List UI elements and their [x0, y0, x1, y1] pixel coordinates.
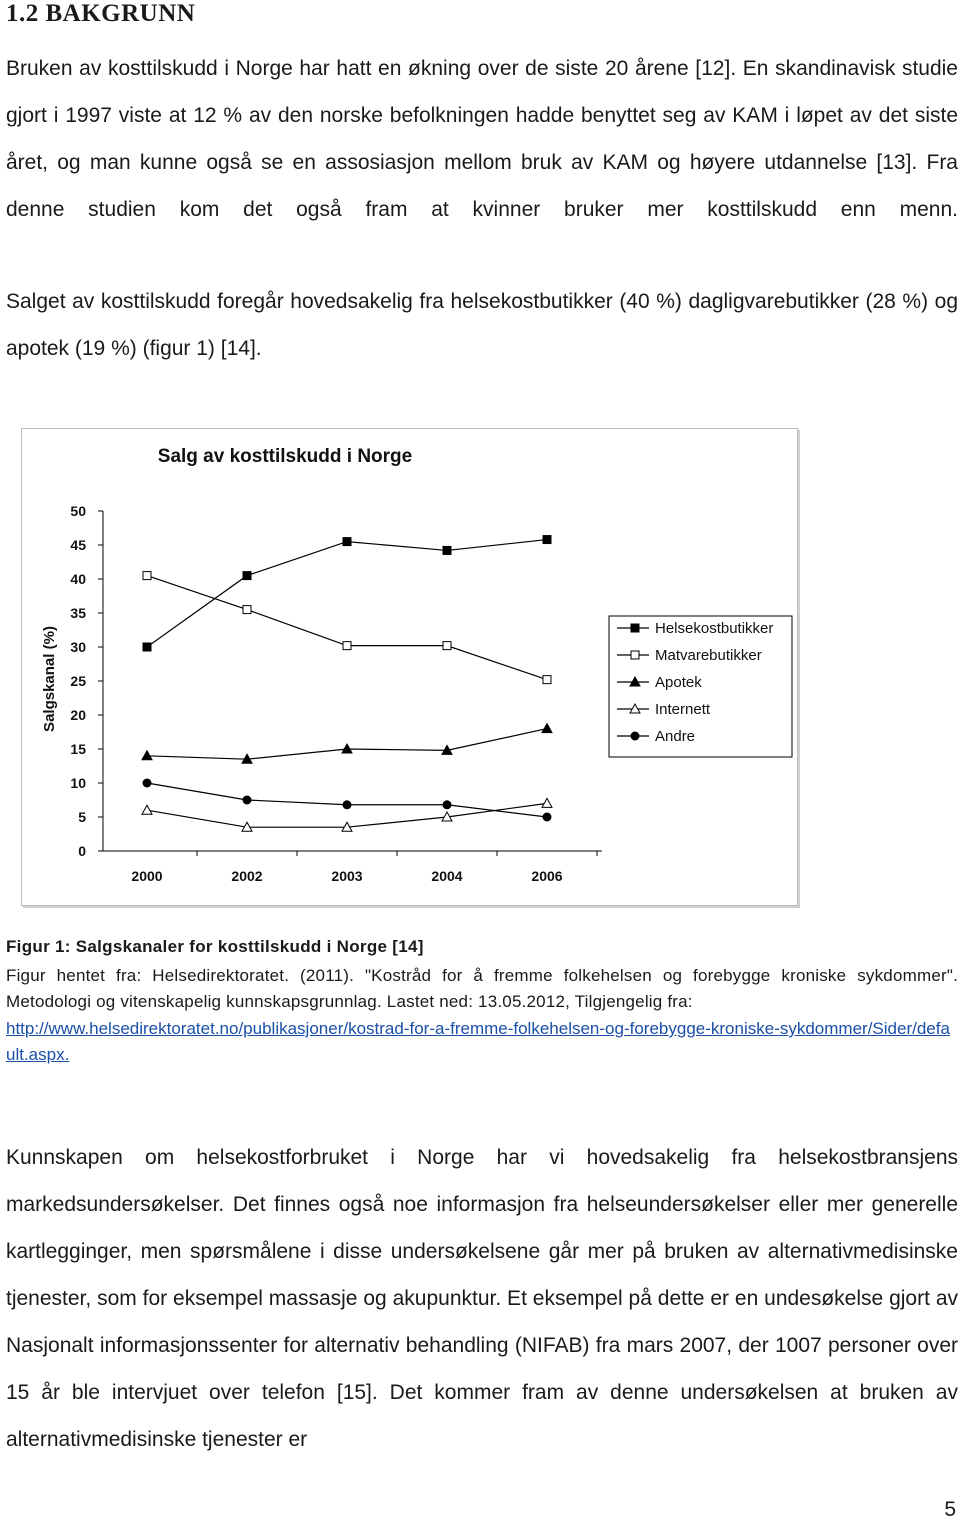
- y-axis-label: Salgskanal (%): [41, 626, 58, 732]
- data-point-andre: [243, 796, 251, 804]
- chart-figure: [21, 428, 798, 906]
- y-tick-label: 45: [70, 537, 86, 553]
- data-point-apotek: [142, 751, 152, 760]
- legend-label-internett: Internett: [655, 701, 711, 718]
- data-point-andre: [343, 801, 351, 809]
- data-point-andre: [143, 779, 151, 787]
- x-tick-label: 2000: [131, 868, 163, 884]
- figure-caption-body: Figur hentet fra: Helsedirektoratet. (2011). "Kostråd for å fremme folkehelsen og forebygge kroniske sykdommer". Metodologi og vitenskapelig kunnskapsgrunnlag. Lastet ned: 13.05.2012, Tilgjengelig fra:: [6, 966, 958, 1011]
- chart-title: Salg av kosttilskudd i Norge: [157, 446, 413, 467]
- legend-label-apotek: Apotek: [655, 674, 702, 691]
- data-point-internett: [542, 798, 552, 807]
- y-tick-label: 35: [70, 605, 86, 621]
- y-tick-label: 40: [70, 571, 86, 587]
- paragraph-intro: Bruken av kosttilskudd i Norge har hatt en økning over de siste 20 årene [12]. En skandinavisk studie gjort i 1997 viste at 12 % av den norske befolkningen hadde benyttet seg av KAM i løpet av det siste året, og man kunne også se en assosiasjon mellom bruk av KAM og høyere utdannelse [13]. Fra denne studien kom det også fram at kvinner bruker mer kosttilskudd enn menn.: [6, 57, 958, 221]
- y-tick-label: 15: [70, 741, 86, 757]
- page-number: 5: [944, 1498, 956, 1521]
- legend-marker-andre: [631, 732, 639, 740]
- data-point-matvarebutikker: [143, 572, 151, 580]
- legend-label-helsekostbutikker: Helsekostbutikker: [655, 620, 774, 637]
- y-tick-label: 50: [70, 503, 86, 519]
- section-heading: 1.2 BAKGRUNN: [6, 0, 196, 27]
- legend-label-andre: Andre: [655, 728, 696, 745]
- source-link[interactable]: http://www.helsedirektoratet.no/publikasjoner/kostrad-for-a-fremme-folkehelsen-og-forebygge-kroniske-sykdommer/Sider/default.aspx.: [6, 1019, 950, 1064]
- x-tick-label: 2003: [331, 868, 363, 884]
- x-tick-label: 2004: [431, 868, 463, 884]
- data-point-helsekostbutikker: [143, 643, 151, 651]
- data-point-matvarebutikker: [243, 606, 251, 614]
- data-point-internett: [142, 805, 152, 814]
- figure-caption-title: Figur 1: Salgskanaler for kosttilskudd i Norge [14]: [6, 937, 424, 956]
- series-line-matvarebutikker: [147, 576, 547, 680]
- x-tick-label: 2006: [531, 868, 563, 884]
- legend-marker-matvarebutikker: [631, 651, 639, 659]
- x-tick-label: 2002: [231, 868, 263, 884]
- data-point-apotek: [542, 724, 552, 733]
- y-tick-label: 25: [70, 673, 86, 689]
- data-point-andre: [443, 801, 451, 809]
- series-line-helsekostbutikker: [147, 540, 547, 647]
- y-tick-label: 5: [78, 809, 86, 825]
- data-point-matvarebutikker: [543, 676, 551, 684]
- y-tick-label: 20: [70, 707, 86, 723]
- data-point-matvarebutikker: [343, 642, 351, 650]
- data-point-helsekostbutikker: [543, 536, 551, 544]
- y-tick-label: 0: [78, 843, 86, 859]
- data-point-helsekostbutikker: [243, 572, 251, 580]
- paragraph-knowledge: Kunnskapen om helsekostforbruket i Norge har vi hovedsakelig fra helsekostbransjens markedsundersøkelser. Det finnes også noe informasjon fra helseundersøkelser eller mer generelle kartlegginger, men spørsmålene i disse undersøkelsene går mer på bruken av alternativmedisinske tjenester, som for eksempel massasje og akupunktur. Et eksempel på dette er en undesøkelse gjort av Nasjonalt informasjonssenter for alternativ behandling (NIFAB) fra mars 2007, der 1007 personer over 15 år ble intervjuet over telefon [15]. Det kommer fram av denne undersøkelsen at bruken av alternativmedisinske tjenester er: [6, 1146, 958, 1451]
- y-tick-label: 10: [70, 775, 86, 791]
- data-point-matvarebutikker: [443, 642, 451, 650]
- legend-marker-helsekostbutikker: [631, 624, 639, 632]
- legend-label-matvarebutikker: Matvarebutikker: [655, 647, 762, 664]
- data-point-helsekostbutikker: [443, 546, 451, 554]
- y-tick-label: 30: [70, 639, 86, 655]
- data-point-helsekostbutikker: [343, 538, 351, 546]
- paragraph-sales: Salget av kosttilskudd foregår hovedsakelig fra helsekostbutikker (40 %) dagligvarebutikker (28 %) og apotek (19 %) (figur 1) [14].: [6, 290, 958, 360]
- line-chart: [22, 429, 797, 905]
- data-point-andre: [543, 813, 551, 821]
